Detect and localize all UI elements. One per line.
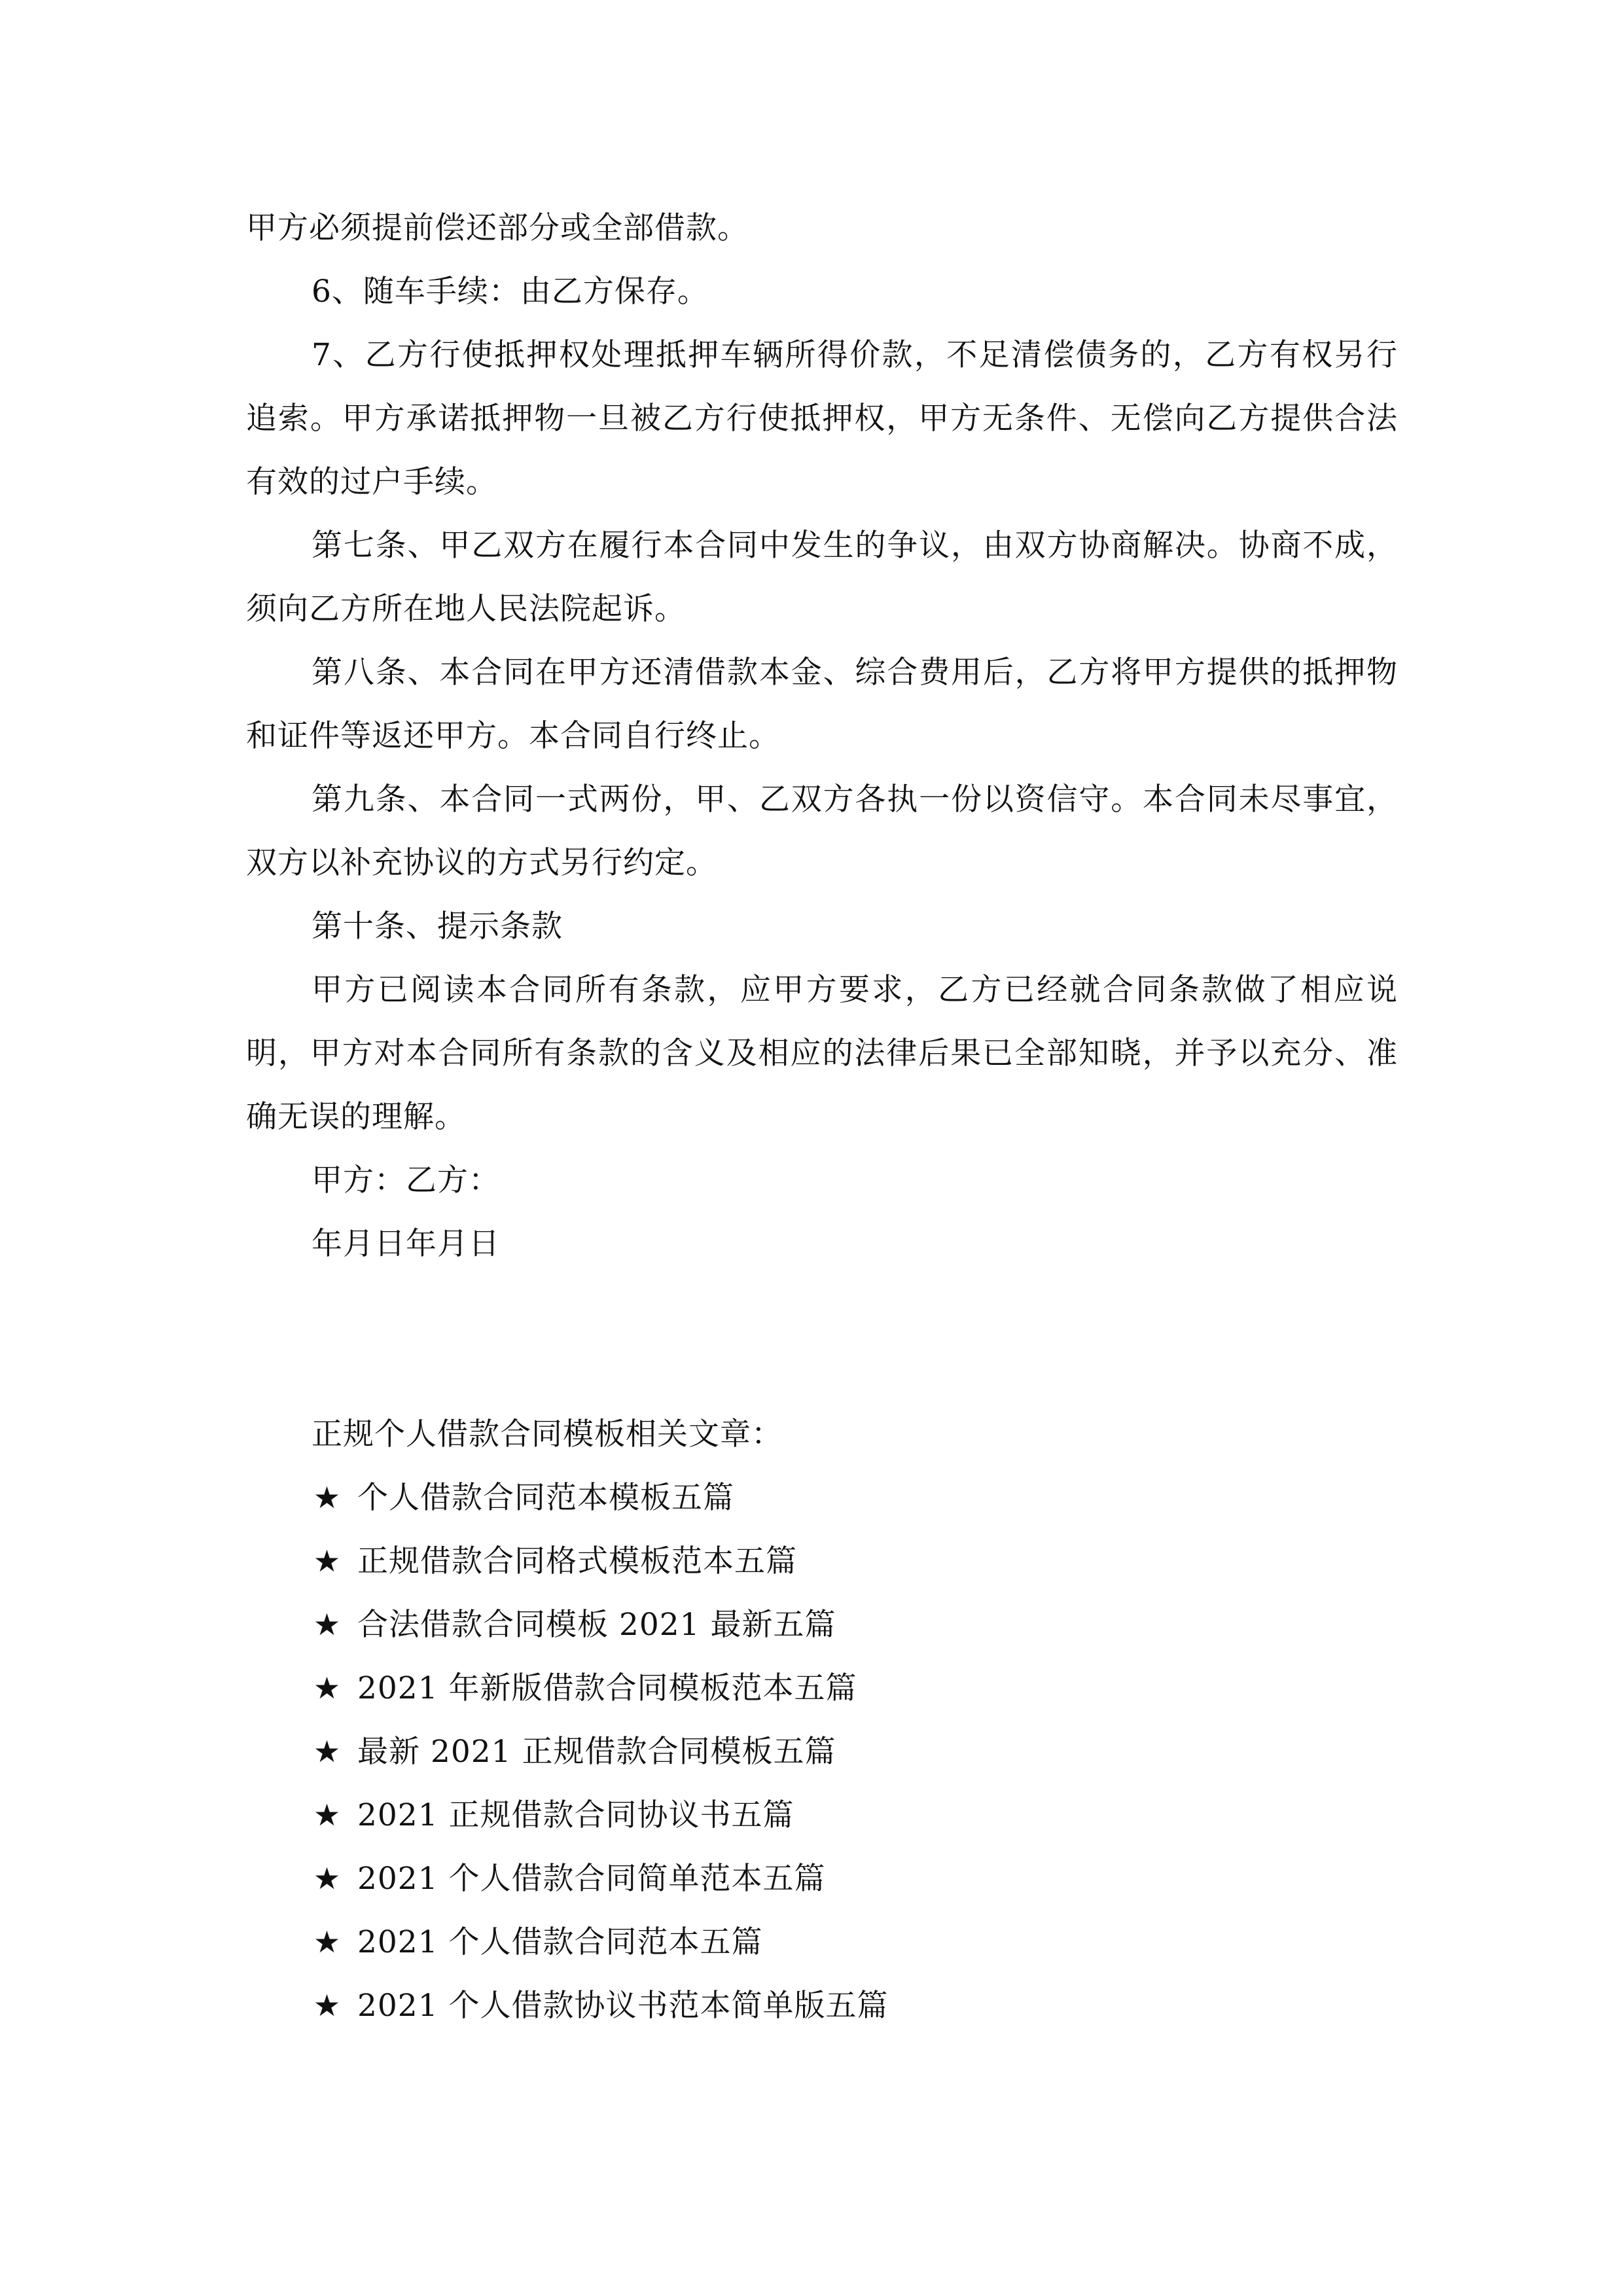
related-article-link[interactable] (246, 1720, 1398, 1784)
related-article-link[interactable] (246, 1910, 1398, 1974)
paragraph: 6、随车手续：由乙方保存。 (312, 274, 709, 310)
related-articles-title: 正规个人借款合同模板相关文章： (312, 1416, 783, 1452)
related-article-title: 2021 正规借款合同协议书五篇 (357, 1797, 794, 1833)
star-icon: ★ (313, 1988, 342, 2023)
paragraph: 第八条、本合同在甲方还清借款本金、综合费用后，乙方将甲方提供的抵押物和证件等返还甲方。本合同自行终止。 (246, 655, 1398, 754)
star-icon: ★ (313, 1924, 342, 1960)
date-line: 年月日年月日 (312, 1226, 500, 1262)
related-article-title: 最新 2021 正规借款合同模板五篇 (357, 1734, 836, 1770)
related-article-link[interactable] (246, 1784, 1398, 1847)
paragraph: 第七条、甲乙双方在履行本合同中发生的争议，由双方协商解决。协商不成，须向乙方所在地人民法院起诉。 (246, 528, 1398, 627)
paragraph: 甲方必须提前偿还部分或全部借款。 (246, 210, 749, 246)
section-spacer (246, 1276, 1398, 1403)
paragraph: 第九条、本合同一式两份，甲、乙双方各执一份以资信守。本合同未尽事宜，双方以补充协议的方式另行约定。 (246, 781, 1398, 881)
related-article-title: 2021 个人借款合同简单范本五篇 (357, 1861, 826, 1897)
related-article-link[interactable] (246, 1657, 1398, 1720)
related-article-title: 2021 个人借款协议书范本简单版五篇 (357, 1988, 889, 2024)
document-body (246, 196, 1398, 2037)
related-article-link[interactable] (246, 1593, 1398, 1657)
related-article-title: 合法借款合同模板 2021 最新五篇 (357, 1607, 836, 1643)
star-icon: ★ (313, 1734, 342, 1769)
section-heading: 第十条、提示条款 (312, 908, 563, 944)
related-article-title: 正规借款合同格式模板范本五篇 (357, 1543, 797, 1579)
star-icon: ★ (313, 1480, 342, 1515)
signature-line: 甲方：乙方： (312, 1162, 500, 1198)
star-icon: ★ (313, 1543, 342, 1579)
paragraph: 甲方已阅读本合同所有条款，应甲方要求，乙方已经就合同条款做了相应说明，甲方对本合同所有条款的含义及相应的法律后果已全部知晓，并予以充分、准确无误的理解。 (246, 972, 1398, 1135)
related-article-link[interactable] (246, 1466, 1398, 1530)
related-article-title: 2021 年新版借款合同模板范本五篇 (357, 1670, 857, 1706)
related-article-link[interactable] (246, 1974, 1398, 2037)
related-article-title: 2021 个人借款合同范本五篇 (357, 1924, 763, 1960)
related-article-link[interactable] (246, 1847, 1398, 1910)
star-icon: ★ (313, 1861, 342, 1896)
related-article-title: 个人借款合同范本模板五篇 (357, 1480, 734, 1516)
paragraph: 7、乙方行使抵押权处理抵押车辆所得价款，不足清偿债务的，乙方有权另行追索。甲方承诺抵押物一旦被乙方行使抵押权，甲方无条件、无偿向乙方提供合法有效的过户手续。 (246, 337, 1398, 500)
related-articles-list (246, 1466, 1398, 2037)
star-icon: ★ (313, 1607, 342, 1642)
related-article-link[interactable] (246, 1530, 1398, 1593)
star-icon: ★ (313, 1670, 342, 1706)
star-icon: ★ (313, 1797, 342, 1833)
